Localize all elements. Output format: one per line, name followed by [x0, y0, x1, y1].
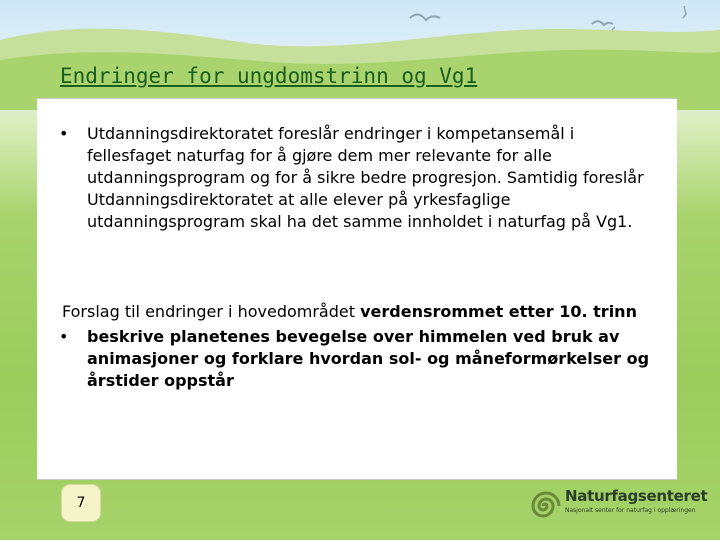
bullet-text: Utdanningsdirektoratet foreslår endringer i kompetansemål i fellesfaget naturfag for å gjøre dem mer relevante for alle utdanningsprogram og for å sikre bedre progresjon. Samtidig foreslår Utdanningsdirektoratet at alle elever på yrkesfaglige utdanningsprogram skal ha det samme innholdet i naturfag på Vg1. [87, 124, 644, 231]
bullet-dot: • [59, 124, 69, 143]
sub-bullet-text: beskrive planetenes bevegelse over himmelen ved bruk av animasjoner og forklare hvordan sol- og måneformørkelser og årstider oppstår [87, 327, 650, 390]
naturfagsenteret-logo [527, 486, 708, 526]
section-intro [62, 301, 662, 323]
bullet-item [59, 123, 659, 233]
slide-title[interactable]: Endringer for ungdomstrinn og Vg1 [60, 64, 478, 88]
flying-birds [0, 0, 720, 60]
proposal-section [59, 301, 662, 392]
section-intro-bold: verdensrommet etter 10. trinn [360, 302, 637, 321]
page-number: 7 [61, 484, 101, 522]
sub-bullet-item [59, 326, 662, 392]
content-panel [37, 98, 677, 480]
logo-name: Naturfagsenteret [565, 487, 708, 505]
logo-tagline: Nasjonalt senter for naturfag i opplæringen [565, 507, 696, 514]
section-intro-text: Forslag til endringer i hovedområdet [62, 302, 361, 321]
bullet-dot: • [59, 327, 69, 346]
spiral-icon [527, 488, 563, 524]
